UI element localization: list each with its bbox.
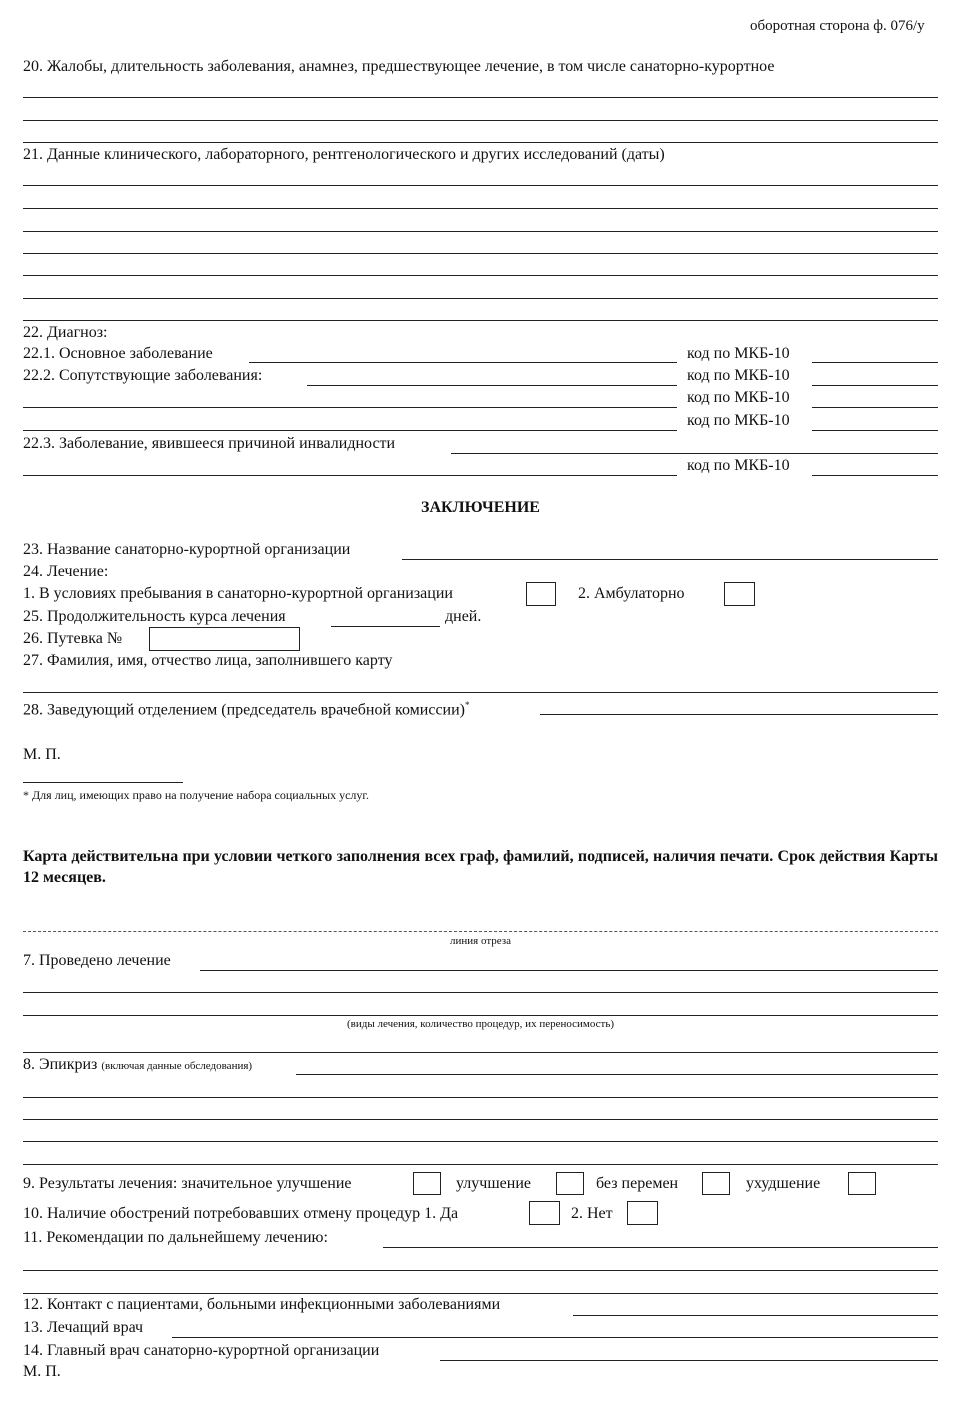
form-side-header: оборотная сторона ф. 076/у — [750, 18, 925, 34]
footnote-text: * Для лиц, имеющих право на получение набора социальных услуг. — [23, 788, 369, 802]
treatment-done-field-2[interactable] — [23, 992, 938, 993]
recommendations-field-3[interactable] — [23, 1293, 938, 1294]
chief-physician-field[interactable] — [440, 1360, 938, 1361]
section-21-line-5[interactable] — [23, 275, 938, 276]
section-20-line-3[interactable] — [23, 142, 938, 143]
result-significant-improvement-checkbox[interactable] — [413, 1172, 441, 1195]
section-10-label: 10. Наличие обострений потребовавших отмену процедур 1. Да — [23, 1205, 459, 1222]
section-22-2-label: 22.2. Сопутствующие заболевания: — [23, 367, 263, 384]
section-22-title: 22. Диагноз: — [23, 324, 108, 341]
treatment-option-outpatient-label: 2. Амбулаторно — [578, 585, 685, 602]
treatment-done-field-3[interactable] — [23, 1015, 938, 1016]
section-11-label: 11. Рекомендации по дальнейшему лечению: — [23, 1229, 328, 1246]
result-worsening-checkbox[interactable] — [848, 1172, 876, 1195]
footnote-mark: * — [465, 700, 470, 710]
course-duration-field[interactable] — [331, 626, 440, 627]
section-21-line-2[interactable] — [23, 208, 938, 209]
footnote-divider — [23, 782, 183, 783]
icd-code-field-2[interactable] — [812, 385, 938, 386]
epicrisis-field-3[interactable] — [23, 1119, 938, 1120]
epicrisis-field-2[interactable] — [23, 1097, 938, 1098]
concomitant-field-3[interactable] — [23, 430, 677, 431]
icd-label-5: код по МКБ-10 — [687, 457, 790, 474]
section-28-text: 28. Заведующий отделением (председатель врачебной комиссии) — [23, 701, 465, 719]
section-22-1-label: 22.1. Основное заболевание — [23, 345, 213, 362]
result-no-change-checkbox[interactable] — [702, 1172, 730, 1195]
section-24-title: 24. Лечение: — [23, 563, 109, 580]
epicrisis-field-5[interactable] — [23, 1164, 938, 1165]
filler-name-field[interactable] — [23, 692, 938, 693]
result-improvement-checkbox[interactable] — [556, 1172, 584, 1195]
section-20-label: 20. Жалобы, длительность заболевания, анамнез, предшествующее лечение, в том числе санаторно-курортное — [23, 58, 775, 75]
section-26-label: 26. Путевка № — [23, 630, 123, 647]
section-22-3-label: 22.3. Заболевание, явившееся причиной инвалидности — [23, 435, 396, 452]
cut-line — [23, 931, 938, 932]
icd-code-field-5[interactable] — [812, 475, 938, 476]
icd-label-3: код по МКБ-10 — [687, 389, 790, 406]
disability-cause-field-1[interactable] — [451, 453, 938, 454]
result-worsening-label: ухудшение — [746, 1175, 821, 1192]
icd-code-field-1[interactable] — [812, 362, 938, 363]
section-20-line-1[interactable] — [23, 97, 938, 98]
section-8-label — [23, 1056, 252, 1075]
section-27-label: 27. Фамилия, имя, отчество лица, заполнившего карту — [23, 652, 393, 669]
section-21-line-1[interactable] — [23, 185, 938, 186]
treatment-done-field-1[interactable] — [200, 970, 938, 971]
section-8-hint: (включая данные обследования) — [101, 1060, 253, 1072]
infectious-contact-field[interactable] — [573, 1315, 938, 1316]
result-no-change-label: без перемен — [596, 1175, 679, 1192]
section-7-label: 7. Проведено лечение — [23, 952, 171, 969]
section-21-label: 21. Данные клинического, лабораторного, рентгенологического и других исследований (даты) — [23, 146, 665, 163]
stamp-label: М. П. — [23, 746, 61, 763]
attending-physician-field[interactable] — [172, 1337, 938, 1338]
epicrisis-field-1[interactable] — [296, 1074, 938, 1075]
section-21-line-6[interactable] — [23, 298, 938, 299]
section-21-line-3[interactable] — [23, 231, 938, 232]
section-28-label — [23, 696, 470, 719]
coupon-stamp-label: М. П. — [23, 1363, 61, 1380]
department-head-field[interactable] — [540, 714, 938, 715]
treatment-inpatient-checkbox[interactable] — [526, 582, 556, 606]
icd-label-4: код по МКБ-10 — [687, 412, 790, 429]
main-disease-field[interactable] — [249, 362, 677, 363]
section-23-label: 23. Название санаторно-курортной организации — [23, 541, 351, 558]
section-14-label: 14. Главный врач санаторно-курортной организации — [23, 1342, 380, 1359]
disability-cause-field-2[interactable] — [23, 475, 677, 476]
icd-label-1: код по МКБ-10 — [687, 345, 790, 362]
recommendations-field-2[interactable] — [23, 1270, 938, 1271]
exacerbation-yes-checkbox[interactable] — [529, 1201, 560, 1225]
icd-code-field-3[interactable] — [812, 407, 938, 408]
section-21-line-7[interactable] — [23, 320, 938, 321]
result-improvement-label: улучшение — [456, 1175, 531, 1192]
section-8-text: 8. Эпикриз — [23, 1056, 98, 1073]
section-9-label: 9. Результаты лечения: значительное улучшение — [23, 1175, 352, 1192]
conclusion-title: ЗАКЛЮЧЕНИЕ — [421, 499, 540, 516]
recommendations-field-1[interactable] — [383, 1247, 938, 1248]
treatment-outpatient-checkbox[interactable] — [724, 582, 755, 606]
days-unit-label: дней. — [445, 608, 482, 625]
concomitant-field-1[interactable] — [307, 385, 677, 386]
icd-code-field-4[interactable] — [812, 430, 938, 431]
validity-notice: Карта действительна при условии четкого заполнения всех граф, фамилий, подписей, наличия печати. Срок действия Карты 12 месяцев. — [23, 848, 938, 886]
section-21-line-4[interactable] — [23, 253, 938, 254]
exacerbation-no-label: 2. Нет — [571, 1205, 613, 1222]
epicrisis-field-4[interactable] — [23, 1141, 938, 1142]
section-25-label: 25. Продолжительность курса лечения — [23, 608, 286, 625]
concomitant-field-2[interactable] — [23, 407, 677, 408]
treatment-done-field-4[interactable] — [23, 1052, 938, 1053]
section-13-label: 13. Лечащий врач — [23, 1319, 144, 1336]
sanatorium-name-field[interactable] — [402, 559, 938, 560]
section-20-line-2[interactable] — [23, 120, 938, 121]
section-7-hint: (виды лечения, количество процедур, их переносимость) — [346, 1018, 615, 1030]
icd-label-2: код по МКБ-10 — [687, 367, 790, 384]
voucher-number-field[interactable] — [149, 627, 300, 651]
section-12-label: 12. Контакт с пациентами, больными инфекционными заболеваниями — [23, 1296, 501, 1313]
treatment-option-inpatient-label: 1. В условиях пребывания в санаторно-курортной организации — [23, 585, 453, 602]
exacerbation-no-checkbox[interactable] — [627, 1201, 658, 1225]
cut-line-label: линия отреза — [450, 935, 511, 947]
